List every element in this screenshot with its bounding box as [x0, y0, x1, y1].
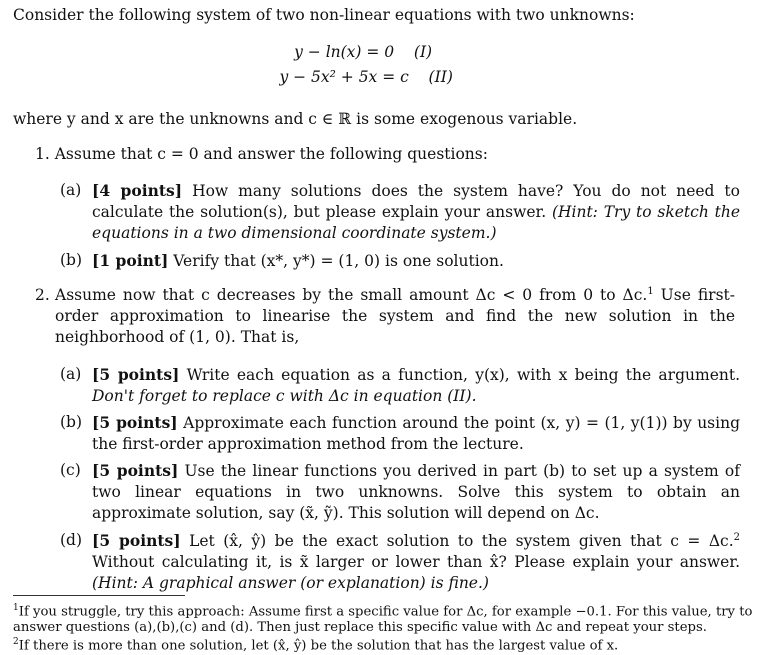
equation-1-label: (I)	[413, 43, 433, 61]
question-1a-text: How many solutions does the system have? You do not need to calculate the solution(s), but please explain your answer.	[92, 182, 740, 221]
intro-text: Consider the following system of two non-linear equations with two unknowns:	[13, 6, 635, 24]
question-1a	[60, 180, 740, 244]
footnote-1-mark: 1	[13, 603, 19, 613]
question-1b-points: [1 point]	[92, 251, 169, 270]
question-2d-letter: (d)	[60, 531, 83, 549]
question-2b-points: [5 points]	[92, 413, 178, 432]
question-2c	[60, 460, 740, 524]
question-2c-letter: (c)	[60, 461, 81, 479]
footnote-rule	[13, 595, 185, 596]
equation-1-expr: y − ln(x) = 0	[294, 43, 395, 61]
question-2a-letter: (a)	[60, 365, 82, 383]
question-2d-text-after: Without calculating it, is x̃ larger or lower than x̂? Please explain your answer.	[92, 553, 740, 571]
question-1b	[60, 250, 740, 272]
question-2d	[60, 530, 740, 594]
question-2c-points: [5 points]	[92, 461, 179, 480]
question-2-text-after: Use first-order approximation to linearise the system and find the new solution in the neighborhood of (1, 0). That is,	[55, 286, 735, 346]
equation-1	[0, 42, 768, 63]
question-1	[35, 144, 735, 165]
question-2-text: Assume now that c decreases by the small amount Δc < 0 from 0 to Δc.	[55, 286, 648, 304]
question-2b-letter: (b)	[60, 413, 83, 431]
question-2d-hint: (Hint: A graphical answer (or explanation) is fine.)	[92, 574, 489, 592]
equation-2-label: (II)	[428, 68, 453, 86]
footnote-1	[13, 600, 753, 636]
equation-2	[0, 67, 768, 88]
question-2c-text: Use the linear functions you derived in part (b) to set up a system of two linear equations in two unknowns. Solve this system to obtain an approximate solution, say (x̃, ỹ). This solution will depend on Δc.	[92, 462, 740, 522]
footnote-2-text: If there is more than one solution, let (x̂, ŷ) be the solution that has the largest value of x.	[18, 638, 619, 654]
question-2a-points: [5 points]	[92, 365, 180, 384]
question-2d-points: [5 points]	[92, 531, 181, 550]
question-2	[35, 285, 735, 348]
footnote-2	[13, 634, 753, 654]
question-1a-hint: (Hint: Try to sketch the equations in a two dimensional coordinate system.)	[92, 203, 740, 242]
where-text: where y and x are the unknowns and c ∈ ℝ is some exogenous variable.	[13, 110, 578, 128]
footnote-2-mark: 2	[13, 637, 19, 647]
question-2d-text: Let (x̂, ŷ) be the exact solution to the system given that c = Δc.	[180, 532, 734, 550]
footnote-mark-2: 2	[733, 531, 740, 543]
question-2a-hint: Don't forget to replace c with Δc in equation (II).	[92, 387, 477, 405]
footnote-1-text: If you struggle, try this approach: Assume first a specific value for Δc, for example −0.1. For this value, try to answer questions (a),(b),(c) and (d). Then just replace this specific value with Δc and repeat your steps.	[13, 604, 753, 636]
footnote-mark-1: 1	[647, 285, 654, 297]
question-2-number: 2.	[35, 286, 50, 304]
question-1b-text: Verify that (x*, y*) = (1, 0) is one solution.	[168, 252, 504, 270]
question-1-text: Assume that c = 0 and answer the following questions:	[54, 145, 488, 163]
question-1b-letter: (b)	[60, 251, 83, 269]
question-1a-points: [4 points]	[92, 181, 183, 200]
equation-2-expr: y − 5x² + 5x = c	[279, 68, 409, 86]
question-1-number: 1.	[35, 145, 50, 163]
question-2a	[60, 364, 740, 407]
question-2b	[60, 412, 740, 455]
question-2b-text: Approximate each function around the point (x, y) = (1, y(1)) by using the first-order approximation method from the lecture.	[92, 414, 740, 453]
question-2a-text: Write each equation as a function, y(x), with x being the argument.	[179, 366, 740, 384]
question-1a-letter: (a)	[60, 181, 82, 199]
